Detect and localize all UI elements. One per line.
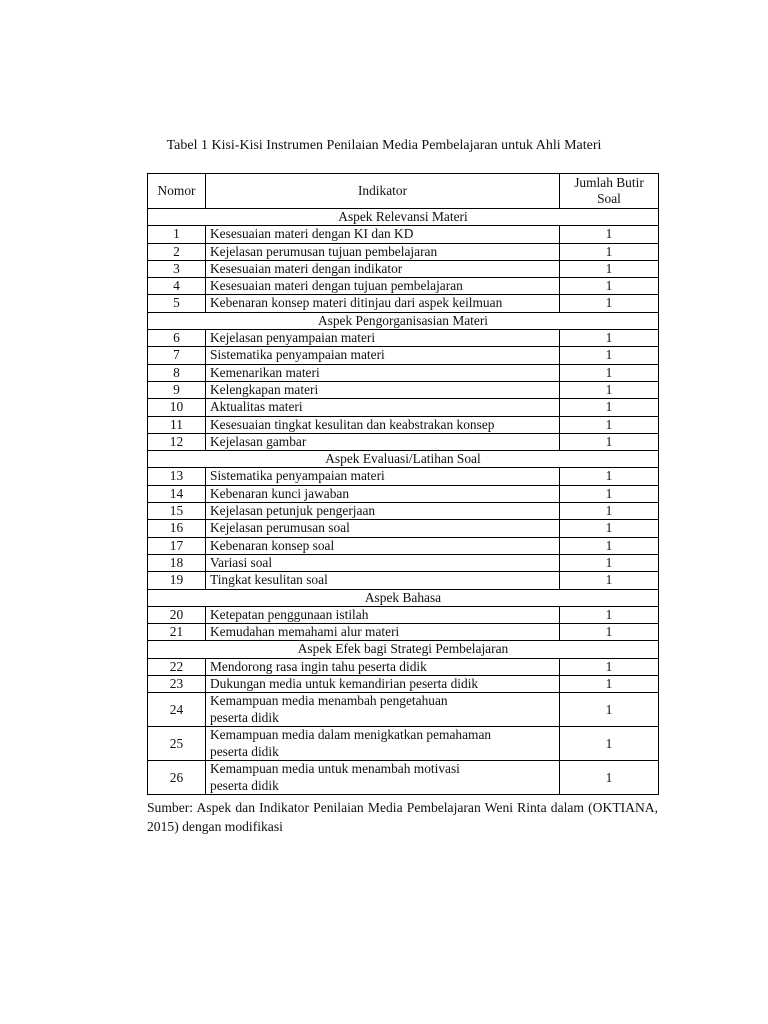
- row-number: 9: [148, 381, 206, 398]
- table-header-row: [148, 174, 659, 209]
- row-jumlah: 1: [560, 278, 659, 295]
- table-row: [148, 485, 659, 502]
- row-indikator-line1: Kemampuan media menambah pengetahuan: [210, 693, 448, 709]
- row-number: 20: [148, 606, 206, 623]
- row-jumlah: 1: [560, 572, 659, 589]
- row-indikator: Variasi soal: [206, 554, 560, 571]
- row-indikator: Kebenaran konsep soal: [206, 537, 560, 554]
- row-indikator-line2: peserta didik: [210, 709, 279, 725]
- row-number: 23: [148, 676, 206, 693]
- source-note: Sumber: Aspek dan Indikator Penilaian Media Pembelajaran Weni Rinta dalam (OKTIANA, 2015) dengan modifikasi: [147, 800, 658, 834]
- row-number: 22: [148, 658, 206, 675]
- row-jumlah: 1: [560, 537, 659, 554]
- row-jumlah: 1: [560, 520, 659, 537]
- header-jumlah-butir-soal: [560, 174, 659, 209]
- table-caption: Tabel 1 Kisi-Kisi Instrumen Penilaian Media Pembelajaran untuk Ahli Materi: [166, 138, 602, 153]
- table-row: [148, 399, 659, 416]
- row-jumlah: 1: [560, 364, 659, 381]
- row-indikator: Kelengkapan materi: [206, 381, 560, 398]
- row-number: 7: [148, 347, 206, 364]
- table-row: [148, 243, 659, 260]
- row-number: 24: [148, 693, 206, 727]
- table-row: [148, 330, 659, 347]
- table-row: [148, 226, 659, 243]
- row-jumlah: 1: [560, 485, 659, 502]
- row-indikator: Ketepatan penggunaan istilah: [206, 606, 560, 623]
- row-jumlah: 1: [560, 433, 659, 450]
- row-number: 16: [148, 520, 206, 537]
- row-jumlah: 1: [560, 330, 659, 347]
- table-row: [148, 693, 659, 727]
- section-row: [148, 589, 659, 606]
- row-number: 8: [148, 364, 206, 381]
- table-row: [148, 676, 659, 693]
- section-title: Aspek Evaluasi/Latihan Soal: [148, 451, 659, 468]
- section-title: Aspek Relevansi Materi: [148, 209, 659, 226]
- row-indikator: Kesesuaian materi dengan KI dan KD: [206, 226, 560, 243]
- table-row: [148, 761, 659, 795]
- row-indikator: Kesesuaian tingkat kesulitan dan keabstrakan konsep: [206, 416, 560, 433]
- section-row: [148, 312, 659, 329]
- table-row: [148, 503, 659, 520]
- row-indikator: Sistematika penyampaian materi: [206, 468, 560, 485]
- row-number: 12: [148, 433, 206, 450]
- row-jumlah: 1: [560, 468, 659, 485]
- table-row: [148, 658, 659, 675]
- row-jumlah: 1: [560, 554, 659, 571]
- row-indikator: Aktualitas materi: [206, 399, 560, 416]
- row-indikator: Kejelasan perumusan soal: [206, 520, 560, 537]
- section-title: Aspek Efek bagi Strategi Pembelajaran: [148, 641, 659, 658]
- row-indikator-line2: peserta didik: [210, 777, 279, 793]
- row-number: 19: [148, 572, 206, 589]
- row-jumlah: 1: [560, 243, 659, 260]
- row-jumlah: 1: [560, 676, 659, 693]
- table-row: [148, 537, 659, 554]
- row-indikator: Kebenaran kunci jawaban: [206, 485, 560, 502]
- row-indikator: Kebenaran konsep materi ditinjau dari aspek keilmuan: [206, 295, 560, 312]
- table-row: [148, 606, 659, 623]
- kisi-kisi-table: [147, 173, 659, 795]
- row-number: 14: [148, 485, 206, 502]
- table-row: [148, 364, 659, 381]
- table-row: [148, 727, 659, 761]
- row-number: 11: [148, 416, 206, 433]
- row-jumlah: 1: [560, 399, 659, 416]
- row-jumlah: 1: [560, 503, 659, 520]
- header-indikator: Indikator: [206, 174, 560, 209]
- row-jumlah: 1: [560, 693, 659, 727]
- row-indikator: Sistematika penyampaian materi: [206, 347, 560, 364]
- row-jumlah: 1: [560, 606, 659, 623]
- header-jumlah-line1: Jumlah Butir: [574, 175, 644, 190]
- row-jumlah: 1: [560, 381, 659, 398]
- table-body: [148, 209, 659, 795]
- row-number: 2: [148, 243, 206, 260]
- row-indikator: Tingkat kesulitan soal: [206, 572, 560, 589]
- row-jumlah: 1: [560, 658, 659, 675]
- row-indikator: Kemenarikan materi: [206, 364, 560, 381]
- row-indikator: Kejelasan penyampaian materi: [206, 330, 560, 347]
- row-number: 5: [148, 295, 206, 312]
- section-title: Aspek Pengorganisasian Materi: [148, 312, 659, 329]
- row-number: 25: [148, 727, 206, 761]
- row-indikator: [206, 761, 560, 795]
- table-row: [148, 520, 659, 537]
- row-indikator: Kemudahan memahami alur materi: [206, 624, 560, 641]
- row-jumlah: 1: [560, 624, 659, 641]
- row-indikator: Kesesuaian materi dengan indikator: [206, 260, 560, 277]
- row-indikator: Mendorong rasa ingin tahu peserta didik: [206, 658, 560, 675]
- row-jumlah: 1: [560, 347, 659, 364]
- row-jumlah: 1: [560, 295, 659, 312]
- section-row: [148, 209, 659, 226]
- row-number: 17: [148, 537, 206, 554]
- row-number: 26: [148, 761, 206, 795]
- table-row: [148, 416, 659, 433]
- row-indikator: [206, 693, 560, 727]
- table-row: [148, 572, 659, 589]
- header-jumlah-line2: Soal: [597, 191, 621, 206]
- table-row: [148, 554, 659, 571]
- row-number: 3: [148, 260, 206, 277]
- row-jumlah: 1: [560, 226, 659, 243]
- row-number: 21: [148, 624, 206, 641]
- row-indikator: Kejelasan perumusan tujuan pembelajaran: [206, 243, 560, 260]
- section-row: [148, 641, 659, 658]
- table-row: [148, 260, 659, 277]
- row-indikator-line1: Kemampuan media untuk menambah motivasi: [210, 761, 460, 777]
- row-number: 18: [148, 554, 206, 571]
- header-nomor: Nomor: [148, 174, 206, 209]
- row-jumlah: 1: [560, 260, 659, 277]
- section-row: [148, 451, 659, 468]
- row-indikator: Kejelasan petunjuk pengerjaan: [206, 503, 560, 520]
- row-indikator-line2: peserta didik: [210, 743, 279, 759]
- table-row: [148, 295, 659, 312]
- table-row: [148, 624, 659, 641]
- section-title: Aspek Bahasa: [148, 589, 659, 606]
- row-number: 13: [148, 468, 206, 485]
- table-row: [148, 433, 659, 450]
- row-number: 4: [148, 278, 206, 295]
- row-number: 10: [148, 399, 206, 416]
- table-row: [148, 468, 659, 485]
- row-indikator: Kesesuaian materi dengan tujuan pembelajaran: [206, 278, 560, 295]
- row-indikator-line1: Kemampuan media dalam menigkatkan pemahaman: [210, 727, 492, 743]
- row-jumlah: 1: [560, 761, 659, 795]
- row-jumlah: 1: [560, 727, 659, 761]
- row-indikator: [206, 727, 560, 761]
- row-number: 15: [148, 503, 206, 520]
- table-row: [148, 381, 659, 398]
- row-indikator: Kejelasan gambar: [206, 433, 560, 450]
- row-number: 1: [148, 226, 206, 243]
- row-jumlah: 1: [560, 416, 659, 433]
- row-indikator: Dukungan media untuk kemandirian peserta didik: [206, 676, 560, 693]
- row-number: 6: [148, 330, 206, 347]
- table-row: [148, 278, 659, 295]
- table-row: [148, 347, 659, 364]
